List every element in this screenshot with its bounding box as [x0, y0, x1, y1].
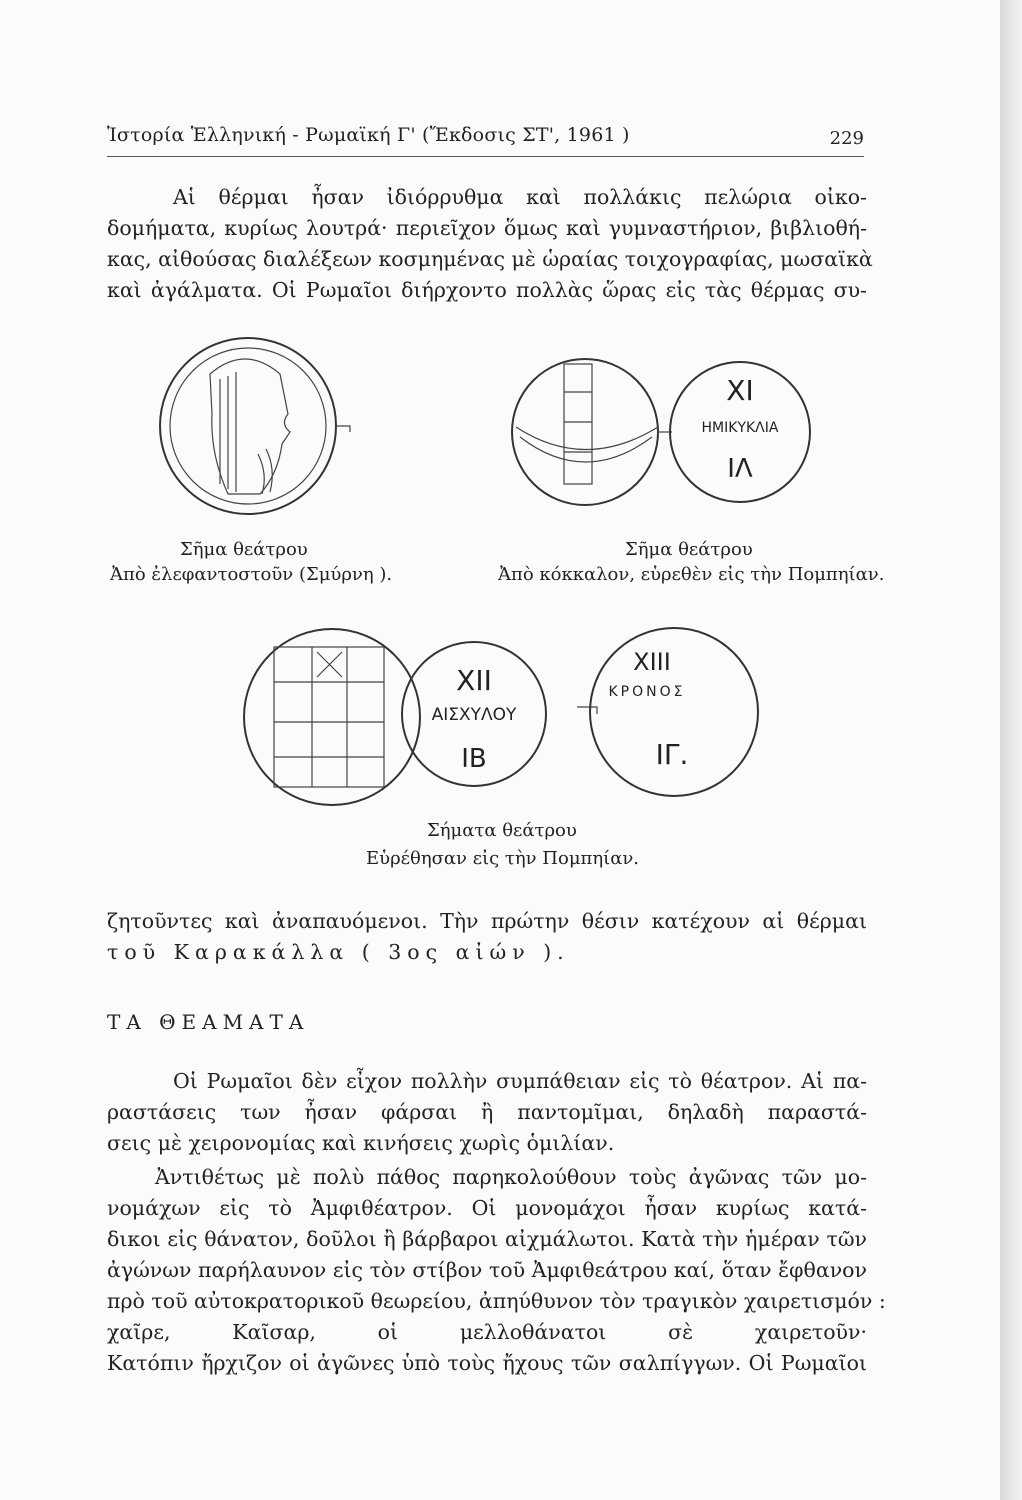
text-line: χαῖρε, Καῖσαρ, οἱ μελλοθάνατοι σὲ χαιρετοῦν·	[107, 1320, 867, 1344]
coin-inscription: ΚΡΟΝΟΣ	[608, 684, 686, 700]
text-line: δομήματα, κυρίως λουτρά· περιεῖχον ὅμως καὶ γυμναστήριον, βιβλιοθή-	[107, 216, 867, 240]
token-building-side	[244, 629, 420, 805]
figure2-caption-title: Σῆμα θεάτρου	[625, 539, 753, 560]
veil-drapery	[220, 372, 236, 492]
figure1-caption-source: Ἀπὸ ἐλεφαντοστοῦν (Σμύρνη ).	[110, 564, 393, 585]
coin-number: ΙΓ.	[655, 738, 689, 771]
figure-pompeii-tokens	[242, 622, 842, 812]
text-line: νομάχων εἰς τὸ Ἀμφιθέατρον. Οἱ μονομάχοι ἦσαν κυρίως κατά-	[107, 1196, 867, 1220]
paragraph-caracalla	[107, 906, 867, 968]
coin-number: ΙΒ	[461, 744, 487, 774]
token-front	[512, 359, 658, 505]
running-header	[107, 122, 864, 157]
building-facade	[274, 647, 384, 787]
token-inner-ring	[170, 348, 326, 504]
text-line: σεις μὲ χειρονομίας καὶ κινήσεις χωρὶς ὁμιλίαν.	[107, 1131, 615, 1155]
paragraph-gladiators	[107, 1162, 886, 1379]
text-line: Κατόπιν ἤρχιζον οἱ ἀγῶνες ὑπὸ τοὺς ἤχους τῶν σαλπίγγων. Οἱ Ρωμαῖοι	[107, 1351, 867, 1375]
page-edge-shadow	[1000, 0, 1022, 1500]
paragraph-thermae	[107, 182, 873, 306]
coin-inscription: ΗΜΙΚΥΚΛΙΑ	[701, 420, 779, 436]
coin-inscription: ΑΙΣΧΥΛΟΥ	[431, 705, 517, 725]
figure2-caption-source: Ἀπὸ κόκκαλον, εὑρεθὲν εἰς τὴν Πομπηίαν.	[498, 564, 885, 585]
coin-numeral: XII	[456, 664, 492, 697]
text-line: Οἱ Ρωμαῖοι δὲν εἶχον πολλὴν συμπάθειαν εἰς τὸ θέατρον. Αἱ πα-	[173, 1069, 867, 1093]
building-grid	[274, 647, 384, 787]
coin-number: ΙΛ	[727, 454, 753, 484]
token-tab	[336, 426, 350, 432]
text-line: δικοι εἰς θάνατον, δοῦλοι ἢ βάρβαροι αἰχμάλωτοι. Κατὰ τὴν ἡμέραν τῶν	[107, 1227, 867, 1251]
token-outer-ring	[160, 338, 336, 514]
figure-bone-token	[510, 352, 825, 532]
token-connector	[577, 707, 597, 714]
tower-bands	[564, 392, 592, 452]
stage-tower	[564, 364, 592, 484]
coin-numeral: XI	[726, 374, 754, 407]
figure3-caption-title: Σήματα θεάτρου	[427, 820, 577, 841]
text-line: Αἱ θέρμαι ἦσαν ἰδιόρρυθμα καὶ πολλάκις πελώρια οἰκο-	[173, 185, 867, 209]
paragraph-theatre	[107, 1066, 867, 1159]
building-cross	[317, 652, 342, 677]
page-number: 229	[829, 128, 864, 149]
text-line: πρὸ τοῦ αὐτοκρατορικοῦ θεωρείου, ἀπηύθυνον τὸν τραγικὸν χαιρετισμόν :	[107, 1289, 886, 1313]
text-line: καὶ ἀγάλματα. Οἱ Ρωμαῖοι διήρχοντο πολλὰς ὥρας εἰς τὰς θέρμας συ-	[107, 278, 867, 302]
figure-ivory-token	[150, 334, 360, 534]
text-line: Ἀντιθέτως μὲ πολὺ πάθος παρηκολούθουν τοὺς ἀγῶνας τῶν μο-	[155, 1165, 867, 1189]
running-title: Ἱστορία Ἑλληνική - Ρωμαϊκή Γ' (Ἔκδοσις ΣΤ', 1961 )	[107, 124, 630, 146]
text-line: τοῦ Καρακάλλα ( 3ος αἰών ).	[107, 940, 570, 964]
figure3-caption-source: Εὑρέθησαν εἰς τὴν Πομπηίαν.	[366, 848, 640, 869]
coin-numeral: XIII	[633, 648, 671, 676]
bearded-head-figure	[210, 359, 290, 494]
text-line: ραστάσεις των ἦσαν φάρσαι ἢ παντομῖμαι, δηλαδὴ παραστά-	[107, 1100, 867, 1124]
text-line: κας, αἰθούσας διαλέξεων κοσμημένας μὲ ὡραίας τοιχογραφίας, μωσαϊκὰ	[107, 247, 873, 271]
figure1-caption-title: Σῆμα θεάτρου	[180, 539, 308, 560]
text-line: ἀγώνων παρήλαυνον εἰς τὸν στίβον τοῦ Ἀμφιθεάτρου καί, ὅταν ἔφθανον	[107, 1258, 867, 1282]
theatre-arc	[516, 427, 658, 450]
text-line: ζητοῦντες καὶ ἀναπαυόμενοι. Τὴν πρώτην θέσιν κατέχουν αἱ θέρμαι	[107, 909, 867, 933]
section-heading: ΤΑ ΘΕΑΜΑΤΑ	[107, 1010, 310, 1034]
